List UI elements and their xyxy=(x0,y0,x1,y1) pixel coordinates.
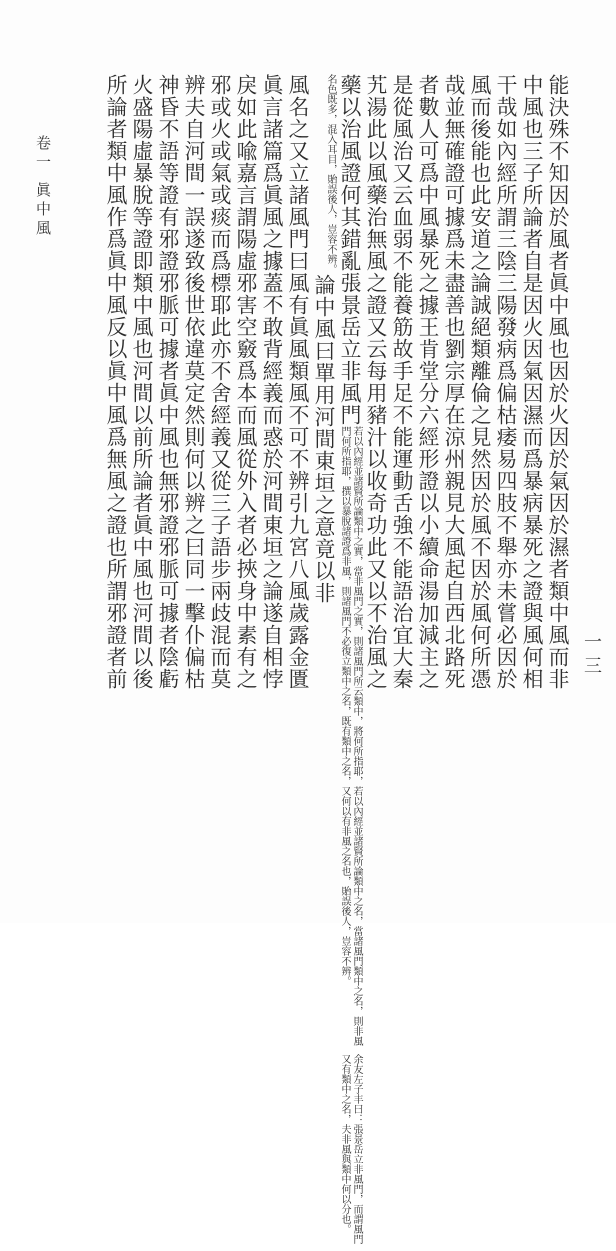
text-column: 中風也三子所論者自是因火因氣因濕而爲暴病暴死之證與風何相 xyxy=(519,74,543,690)
main-text: 藥以治風證何其錯亂張景岳立非風門 xyxy=(337,74,361,426)
text-column: 艽湯此以風藥治無風之證又云每用豬汁以收奇功此又以不治風之 xyxy=(363,74,387,690)
text-column: 邪或火或氣或痰而爲標耶此亦不舍經義又從三子語步兩歧混而莫 xyxy=(207,74,231,690)
text-column-with-note xyxy=(310,74,336,899)
text-column: 火盛陽虛暴脫等證即類中風也河間以前所論者眞中風也河間以後 xyxy=(129,74,153,690)
text-column: 神昏不語等證有邪證邪脈可據者眞中風也無邪證邪脈可據者陰虧 xyxy=(155,74,179,690)
page-number: 一三 xyxy=(581,632,602,680)
main-text: 論中風曰單用河間東垣之意竟以非 xyxy=(311,274,335,604)
text-column: 風名之又立諸風門曰風有眞風類風不可不辨引九宮八風歲露金匱 xyxy=(285,74,309,690)
text-column: 哉並無確證可據爲未盡善也劉宗厚在涼州親見大風起自西北路死 xyxy=(441,74,465,690)
text-column: 是從風治又云血弱不能養筋故手足不能運動舌強不能語治宜大秦 xyxy=(389,74,413,690)
text-column: 者數人可爲中風暴死之據王肯堂分六經形證以小續命湯加減主之 xyxy=(415,74,439,690)
main-text-block xyxy=(70,74,570,1245)
running-head: 卷一 眞中風 xyxy=(34,135,52,239)
note-right: 余友左子丰曰：張景岳立非風門，而謂風門又有類中之名，夫非風與類中何以分也。 xyxy=(339,1054,362,1245)
annotation-note xyxy=(338,426,362,1251)
text-column: 所論者類中風作爲眞中風反以眞中風爲無風之證也所謂邪證者前 xyxy=(103,74,127,690)
text-column-with-note xyxy=(336,74,362,1245)
text-column: 辨夫自河間一誤遂致後世依違莫定然則何以辨之曰同一擊仆偏枯 xyxy=(181,74,205,690)
text-column: 風而後能也此安道之論誠絕類離倫之見然因於風不因於風何所憑 xyxy=(467,74,491,690)
text-column: 戾如此喩嘉言謂陽虛邪害空竅爲本而風從外入者必挾身中素有之 xyxy=(233,74,257,690)
note-left: 若以內經並諸賢所論類中之實，當非風門之實，則諸風門所云類中，將何所指耶，若以內經並諸賢所論類中之名，當諸風門類中之名，則非風門何所指耶，撰以暴脫諸證爲非風，則諸風門不必復立類中之名，既有類中之名，又何以有非風之名也，貽誤後人，豈容不辨。 xyxy=(339,426,362,1046)
text-column: 干哉如內經所謂三陰三陽發病爲偏枯痿易四肢不舉亦未嘗必因於 xyxy=(493,74,517,690)
note-continuation: 名色既多，混入耳目，貽誤後人，豈容不辨。 xyxy=(325,74,336,274)
text-column: 眞言諸篇爲眞風之據蓋不敢背經義而惑於河間東垣之論遂自相悖 xyxy=(259,74,283,690)
text-column: 能決殊不知因於風者眞中風也因於火因於氣因於濕者類中風而非 xyxy=(545,74,569,690)
